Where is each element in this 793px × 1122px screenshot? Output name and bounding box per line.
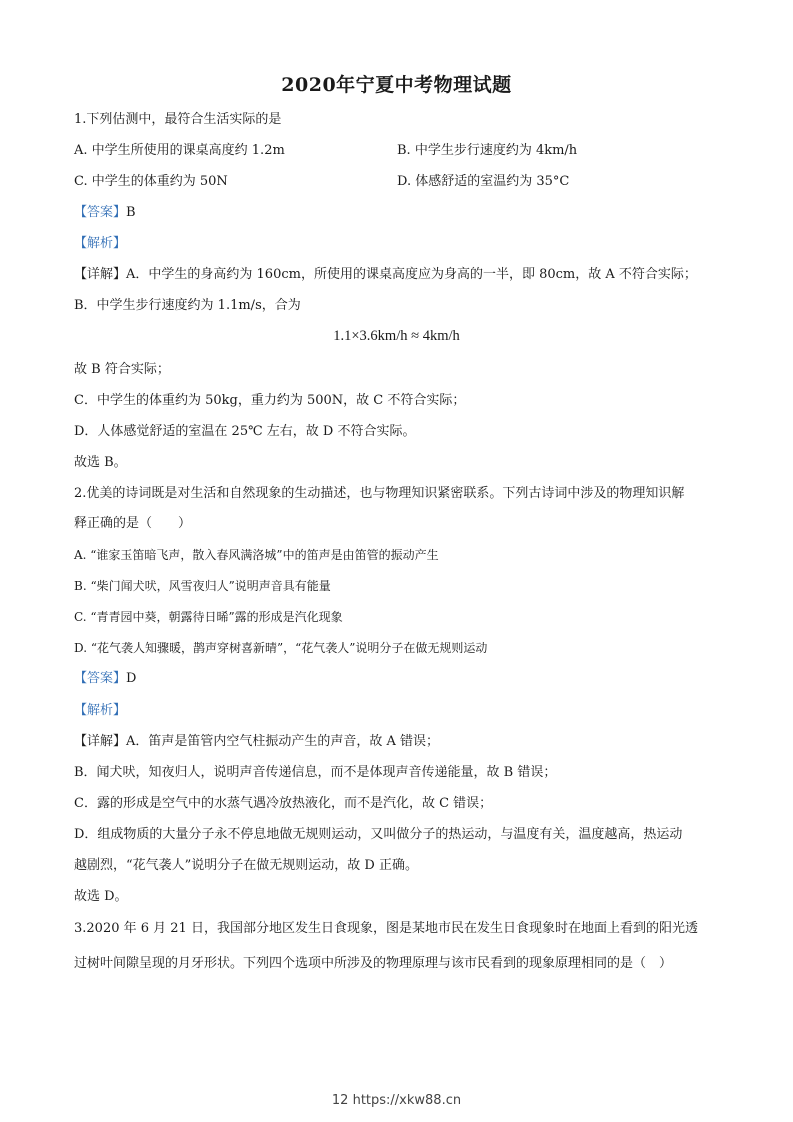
- q2-option-b: B. “柴门闻犬吠，风雪夜归人”说明声音具有能量: [74, 579, 331, 593]
- q2-detail-4: D．组成物质的大量分子永不停息地做无规则运动，又叫做分子的热运动，与温度有关，温度越高，热运动: [74, 827, 683, 842]
- q1-detail-4: C．中学生的体重约为 50kg，重力约为 500N，故 C 不符合实际；: [74, 393, 466, 408]
- q2-detail-2: B．闻犬吠，知夜归人，说明声音传递信息，而不是体现声音传递能量，故 B 错误；: [74, 765, 557, 780]
- q3-stem-line-1: 3.2020 年 6 月 21 日，我国部分地区发生日食现象，图是某地市民在发生日食现象时在地面上看到的阳光透: [74, 921, 698, 936]
- q2-stem-line-1: 2.优美的诗词既是对生活和自然现象的生动描述，也与物理知识紧密联系。下列古诗词中涉及的物理知识解: [74, 486, 685, 501]
- answer-value: D: [126, 671, 137, 686]
- answer-tag: 【答案】: [74, 205, 127, 220]
- q1-option-a: A. 中学生所使用的课桌高度约 1.2m: [74, 143, 285, 158]
- q2-option-a: A. “谁家玉笛暗飞声，散入春风满洛城”中的笛声是由笛管的振动产生: [74, 548, 439, 562]
- q1-formula: 1.1×3.6km/h ≈ 4km/h: [333, 328, 460, 344]
- q2-detail-1: [74, 733, 439, 751]
- answer-tag: 【答案】: [74, 671, 127, 686]
- q1-analysis-tag: 【解析】: [74, 236, 127, 251]
- q1-detail-2: B．中学生步行速度约为 1.1m/s，合为: [74, 298, 301, 313]
- q1-detail-1: [74, 266, 697, 284]
- q1-stem: 1.下列估测中，最符合生活实际的是: [74, 112, 282, 127]
- q2-conclusion: 故选 D。: [74, 889, 128, 904]
- q3-stem-line-2: 过树叶间隙呈现的月牙形状。下列四个选项中所涉及的物理原理与该市民看到的现象原理相同的是（ ）: [74, 956, 673, 971]
- q1-conclusion: 故选 B。: [74, 455, 127, 470]
- detail-text: A．中学生的身高约为 160cm，所使用的课桌高度应为身高的一半，即 80cm，故 A 不符合实际；: [126, 267, 697, 282]
- answer-value: B: [126, 205, 136, 220]
- q1-option-d: D. 体感舒适的室温约为 35°C: [397, 174, 570, 189]
- q2-analysis-tag: 【解析】: [74, 703, 127, 718]
- detail-text: A．笛声是笛管内空气柱振动产生的声音，故 A 错误；: [126, 734, 440, 749]
- detail-tag: 【详解】: [74, 734, 127, 749]
- q2-option-c: C. “青青园中葵，朝露待日晞”露的形成是汽化现象: [74, 610, 343, 624]
- q2-detail-3: C．露的形成是空气中的水蒸气遇冷放热液化，而不是汽化，故 C 错误；: [74, 796, 493, 811]
- q2-option-d: D. “花气袭人知骤暖，鹊声穿树喜新晴”，“花气袭人”说明分子在做无规则运动: [74, 641, 488, 655]
- q1-detail-3: 故 B 符合实际；: [74, 362, 170, 377]
- q2-answer: [74, 670, 136, 688]
- q2-stem-line-2: 释正确的是（ ）: [74, 516, 192, 531]
- q1-detail-5: D．人体感觉舒适的室温在 25℃ 左右，故 D 不符合实际。: [74, 424, 416, 439]
- q2-detail-5: 越剧烈，“花气袭人”说明分子在做无规则运动，故 D 正确。: [74, 858, 418, 873]
- detail-tag: 【详解】: [74, 267, 127, 282]
- page-title: 2020年宁夏中考物理试题: [281, 74, 512, 96]
- q1-option-b: B. 中学生步行速度约为 4km/h: [397, 143, 578, 158]
- page-footer: 12 https://xkw88.cn: [331, 1093, 462, 1108]
- q1-option-c: C. 中学生的体重约为 50N: [74, 174, 228, 189]
- q1-answer: [74, 204, 136, 222]
